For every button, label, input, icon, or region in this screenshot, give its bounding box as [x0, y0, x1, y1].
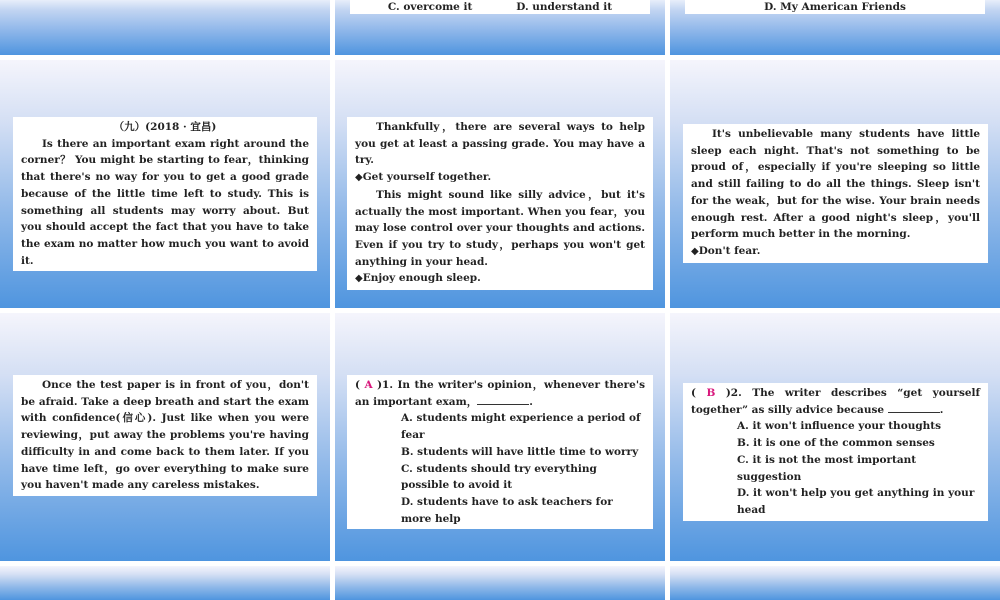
- slide-tile-2-2[interactable]: [670, 313, 1000, 561]
- slide-tile-0-0[interactable]: [0, 0, 330, 55]
- diamond-bullet-icon: ◆: [691, 245, 699, 257]
- passage-heading: （九）(2018 · 宜昌): [113, 121, 217, 133]
- tip-label: Get yourself together.: [362, 171, 492, 184]
- diamond-bullet-icon: ◆: [355, 273, 363, 285]
- slide-tile-3-0[interactable]: [0, 566, 330, 600]
- tip-label: Don't fear.: [698, 244, 761, 257]
- question-card-1: [347, 375, 653, 529]
- passage-card-4: [13, 375, 317, 496]
- question-card-2: [683, 383, 988, 521]
- slide-tile-3-1[interactable]: [335, 566, 665, 600]
- option-a: A. it won't influence your thoughts: [737, 420, 942, 433]
- passage-paragraph: Once the test paper is in front of you，don't be afraid. Take a deep breath and start the exam with confidence(信心). Just like when you were reviewing，put away the problems you're having difficulty in and come back to them later. If you have time left，go over everything to make sure you haven't made any careless mistakes.: [21, 379, 309, 492]
- option-d-strip: D. My American Friends: [685, 0, 985, 14]
- question-text: In the writer's opinion，whenever there's an important exam，: [355, 379, 645, 408]
- question-text: The writer describes “get yourself together” as silly advice because: [691, 387, 981, 416]
- passage-card-2: [347, 117, 653, 290]
- tip-heading: [691, 243, 980, 261]
- slide-tile-2-1[interactable]: [335, 313, 665, 561]
- passage-paragraph: It's unbelievable many students have little sleep each night. That's not something to be proud of，especially if you're sleeping so little and still failing to do all the things. Sleep isn't for the weak，but for the wise. Your brain needs enough rest. After a good night's sleep，you'll perform much better in the morning.: [691, 128, 980, 241]
- slide-tile-3-2[interactable]: [670, 566, 1000, 600]
- option-list: [355, 410, 645, 527]
- option-b: B. students will have little time to worry: [401, 445, 639, 458]
- answer-blank: [477, 394, 529, 405]
- option-list: [691, 418, 980, 518]
- tip-heading: [355, 169, 645, 187]
- passage-paragraph: Is there an important exam right around the corner？ You might be starting to fear，thinking that there's no way for you to get a good grade because of the little time left to study. This is something all students may worry about. But you should accept the fact that you have to take the exam no matter how much you want to avoid it.: [21, 137, 309, 267]
- option-c: C. it is not the most important suggestion: [737, 453, 917, 483]
- option-c: C. students should try everything possible to avoid it: [401, 462, 597, 492]
- tip-label: Enjoy enough sleep.: [362, 272, 481, 285]
- slide-tile-0-2[interactable]: [670, 0, 1000, 55]
- slide-tile-1-2[interactable]: [670, 60, 1000, 308]
- option-a: A. students might experience a period of fear: [401, 412, 641, 442]
- slide-tile-1-1[interactable]: [335, 60, 665, 308]
- passage-card-3: [683, 124, 988, 263]
- tip-heading: [355, 270, 645, 288]
- passage-paragraph: This might sound like silly advice，but it's actually the most important. When you fear，you may lose control over your thoughts and actions. Even if you try to study，perhaps you won't get anything in your head.: [355, 188, 645, 268]
- option-d: D. students have to ask teachers for more help: [401, 495, 613, 525]
- question-stem: ( B )2. The writer describes “get yourself together” as silly advice because .: [691, 387, 981, 416]
- diamond-bullet-icon: ◆: [355, 172, 363, 184]
- slide-tile-1-0[interactable]: [0, 60, 330, 308]
- passage-card-1: [13, 117, 317, 271]
- question-stem: ( A )1. In the writer's opinion，whenever there's an important exam， .: [355, 379, 645, 408]
- slide-tile-2-0[interactable]: [0, 313, 330, 561]
- answer-mark: B: [706, 387, 716, 399]
- options-strip: C. overcome it D. understand it: [350, 0, 650, 14]
- answer-blank: [888, 402, 940, 413]
- option-d: D. it won't help you get anything in your head: [737, 487, 975, 516]
- option-b: B. it is one of the common senses: [737, 437, 935, 450]
- slide-tile-0-1[interactable]: [335, 0, 665, 55]
- answer-mark: A: [364, 379, 373, 391]
- passage-paragraph: Thankfully，there are several ways to help you get at least a passing grade. You may have a try.: [355, 121, 645, 167]
